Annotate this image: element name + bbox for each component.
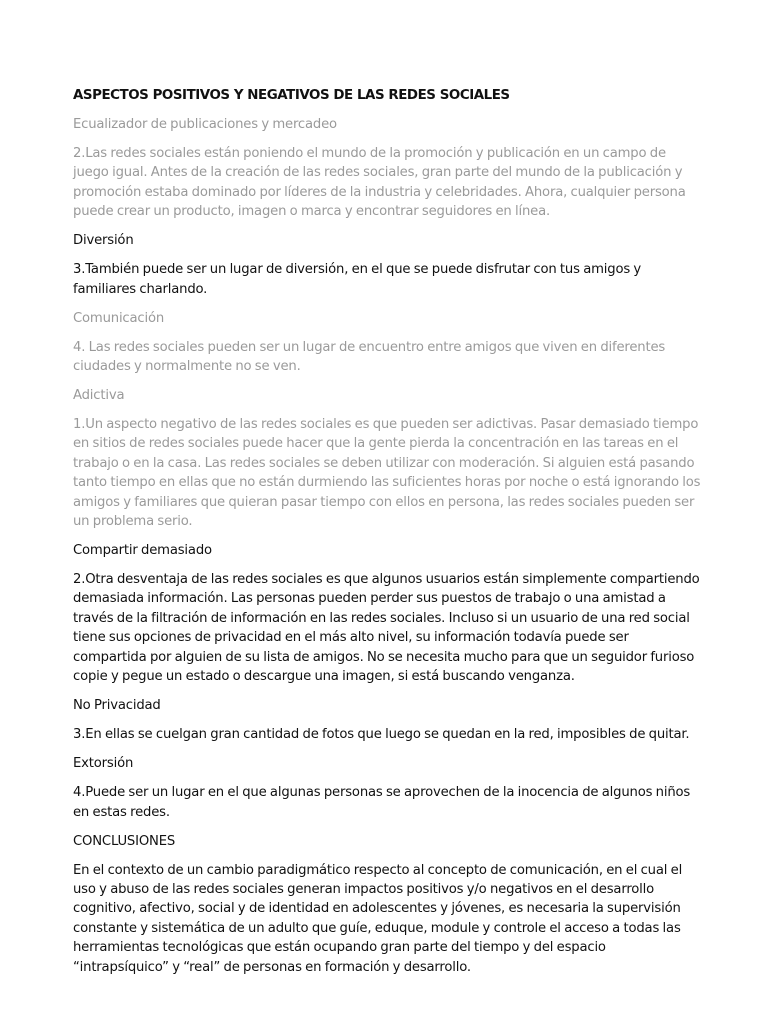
section-body-conclusiones: En el contexto de un cambio paradigmático respecto al concepto de comunicación, en el cual el uso y abuso de las redes sociales generan impactos positivos y/o negativos en el desarrollo cognitivo, afectivo, social y de identidad en adolescentes y jóvenes, es necesaria la supervisión constante y sistemática de un adulto que guíe, eduque, module y controle el acceso a todas las herramientas tecnológicas que están ocupando gran parte del tiempo y del espacio “intrapsíquico” y “real” de personas en formación y desarrollo. <box>73 862 683 975</box>
section-body-diversion: 3.También puede ser un lugar de diversión, en el que se puede disfrutar con tus amigos y familiares charlando. <box>73 262 642 297</box>
document-title: ASPECTOS POSITIVOS Y NEGATIVOS DE LAS REDES SOCIALES <box>73 88 510 103</box>
section-heading-ecualizador: Ecualizador de publicaciones y mercadeo <box>73 117 337 132</box>
section-body-adictiva: 1.Un aspecto negativo de las redes sociales es que pueden ser adictivas. Pasar demasiado tiempo en sitios de redes sociales puede hacer que la gente pierda la concentración en las tareas en el trabajo o en la casa. Las redes sociales se deben utilizar con moderación. Si alguien está pasando tanto tiempo en ellas que no están durmiendo las suficientes horas por noche o está ignorando los amigos y familiares que quieran pasar tiempo con ellos en persona, las redes sociales pueden ser un problema serio. <box>73 417 701 530</box>
document-page <box>73 86 703 987</box>
section-heading-adictiva: Adictiva <box>73 388 125 404</box>
section-heading-conclusiones: CONCLUSIONES <box>73 833 176 849</box>
section-heading-privacidad: No Privacidad <box>73 698 161 714</box>
section-body-compartir: 2.Otra desventaja de las redes sociales es que algunos usuarios están simplemente compartiendo demasiada información. Las personas pueden perder sus puestos de trabajo o una amistad a través de la filtración de información en las redes sociales. Incluso si un usuario de una red social tiene sus opciones de privacidad en el más alto nivel, su información todavía puede ser compartida por alguien de su lista de amigos. No se necesita mucho para que un seguidor furioso copie y pegue un estado o descargue una imagen, si está buscando venganza. <box>73 572 700 685</box>
section-heading-diversion: Diversión <box>73 233 134 249</box>
section-body-ecualizador: 2.Las redes sociales están poniendo el mundo de la promoción y publicación en un campo de juego igual. Antes de la creación de las redes sociales, gran parte del mundo de la publicación y promoción estaba dominado por líderes de la industria y celebridades. Ahora, cualquier persona puede crear un producto, imagen o marca y encontrar seguidores en línea. <box>73 146 686 220</box>
section-heading-compartir: Compartir demasiado <box>73 543 212 559</box>
section-body-extorsion: 4.Puede ser un lugar en el que algunas personas se aprovechen de la inocencia de algunos niños en estas redes. <box>73 785 691 820</box>
section-body-comunicacion: 4. Las redes sociales pueden ser un lugar de encuentro entre amigos que viven en diferentes ciudades y normalmente no se ven. <box>73 339 666 375</box>
section-heading-comunicacion: Comunicación <box>73 310 165 326</box>
section-heading-extorsion: Extorsión <box>73 756 134 772</box>
section-body-privacidad: 3.En ellas se cuelgan gran cantidad de fotos que luego se quedan en la red, imposibles de quitar. <box>73 727 690 743</box>
